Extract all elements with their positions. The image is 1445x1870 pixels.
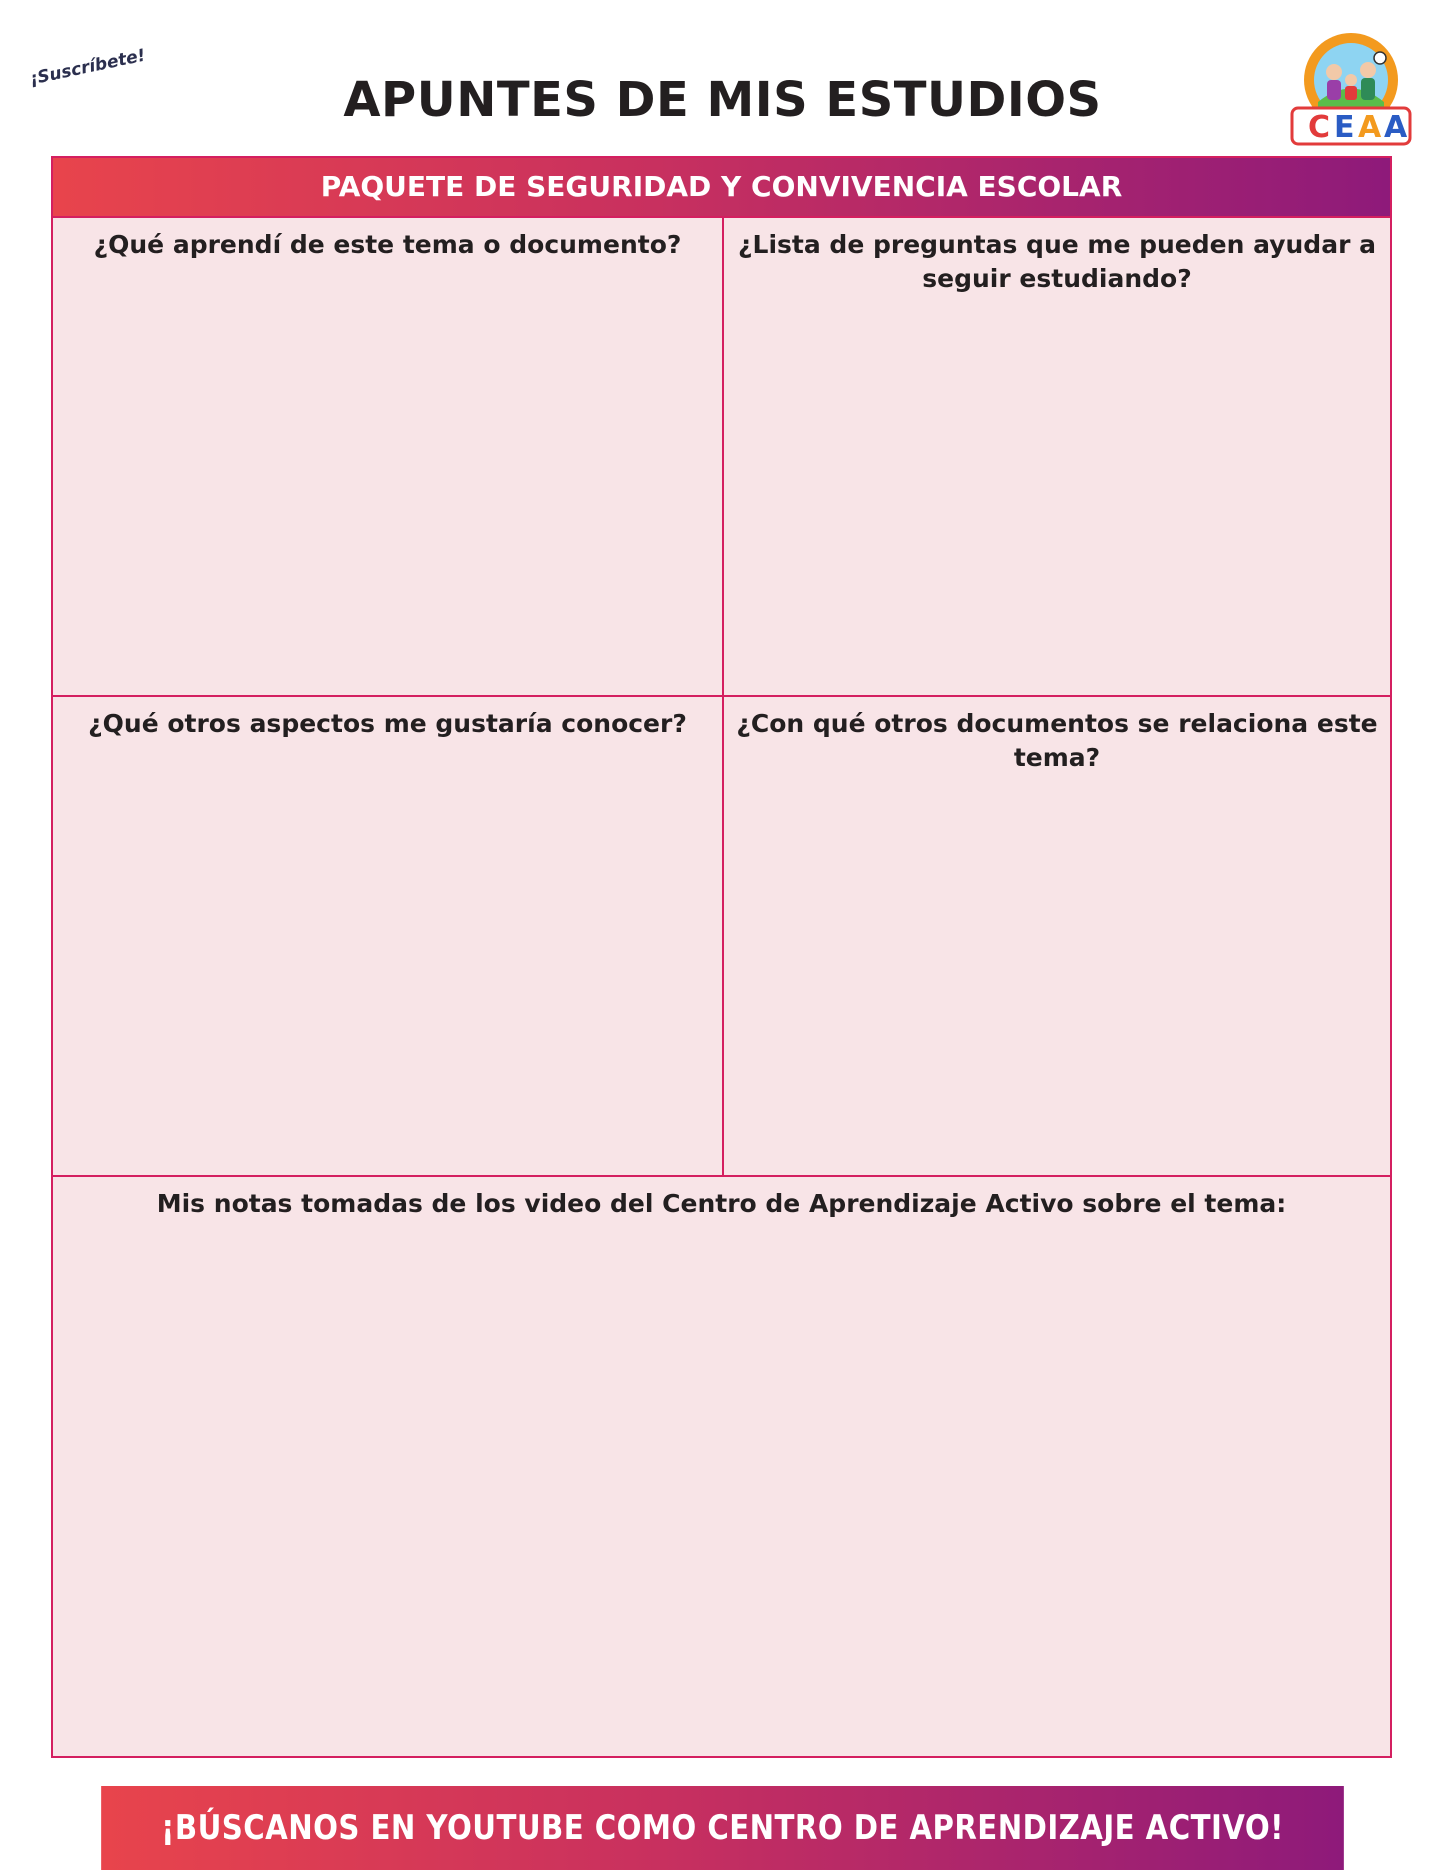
youtube-footer-banner: ¡BÚSCANOS EN YOUTUBE COMO CENTRO DE APRENDIZAJE ACTIVO! [101,1786,1344,1870]
learned-cell[interactable] [53,216,724,695]
questions-list-cell[interactable] [724,216,1390,695]
related-documents-cell[interactable] [724,695,1390,1175]
logo-letter-c: C [1308,110,1331,145]
notes-sheet [51,156,1392,1758]
ceaa-logo-icon [1288,30,1414,148]
logo-letter-a2: A [1384,110,1408,145]
logo-letter-a1: A [1358,110,1382,145]
other-aspects-cell[interactable] [53,695,724,1175]
page-title: APUNTES DE MIS ESTUDIOS [343,72,1102,128]
video-notes-cell[interactable] [53,1175,1390,1756]
logo-letter-e: E [1334,110,1355,145]
learned-question: ¿Qué aprendí de este tema o documento? [93,230,682,259]
package-title-band: PAQUETE DE SEGURIDAD Y CONVIVENCIA ESCOLAR [53,158,1390,216]
other-aspects-question: ¿Qué otros aspectos me gustaría conocer? [88,709,687,738]
questions-list-question: ¿Lista de preguntas que me pueden ayudar a seguir estudiando? [738,230,1376,293]
related-documents-question: ¿Con qué otros documentos se relaciona este tema? [736,709,1378,772]
subscribe-label: ¡Suscríbete! [28,45,148,90]
video-notes-question: Mis notas tomadas de los video del Centro de Aprendizaje Activo sobre el tema: [156,1189,1287,1218]
